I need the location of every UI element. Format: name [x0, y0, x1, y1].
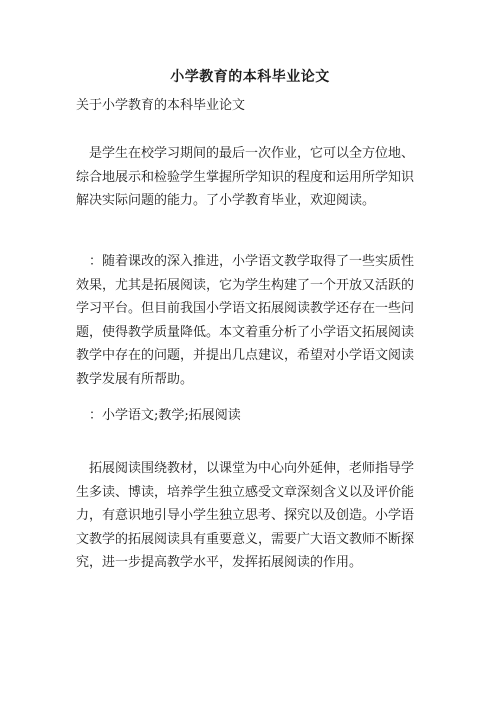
paragraph-body-text: 拓展阅读围绕教材，以课堂为中心向外延伸，老师指导学生多读、博读，培养学生独立感受文章深刻含义以及评价能力，有意识地引导小学生独立思考、探究以及创造。小学语文教学的拓展阅读具有重要意义，需要广大语文教师不断探究，进一步提高教学水平，发挥拓展阅读的作用。: [76, 461, 415, 570]
document-title: 小学教育的本科毕业论文: [170, 69, 330, 85]
paragraph-abstract-text: ：随着课改的深入推进，小学语文教学取得了一些实质性效果，尤其是拓展阅读，它为学生构建了一个开放又活跃的学习平台。但目前我国小学语文拓展阅读教学还存在一些问题，使得教学质量降低。本文着重分析了小学语文拓展阅读教学中存在的问题，并提出几点建议，希望对小学语文阅读教学发展有所帮助。: [76, 254, 415, 387]
document-subtitle: 关于小学教育的本科毕业论文: [76, 98, 246, 113]
paragraph-keywords: [76, 404, 426, 428]
paragraph-keywords-text: ：小学语文;教学;拓展阅读: [89, 408, 241, 423]
paragraph-intro: [76, 142, 426, 213]
paragraph-abstract: [76, 250, 426, 391]
paragraph-intro-text: 是学生在校学习期间的最后一次作业，它可以全方位地、综合地展示和检验学生掌握所学知识的程度和运用所学知识解决实际问题的能力。了小学教育毕业，欢迎阅读。: [76, 146, 415, 208]
paragraph-body: [76, 457, 426, 575]
